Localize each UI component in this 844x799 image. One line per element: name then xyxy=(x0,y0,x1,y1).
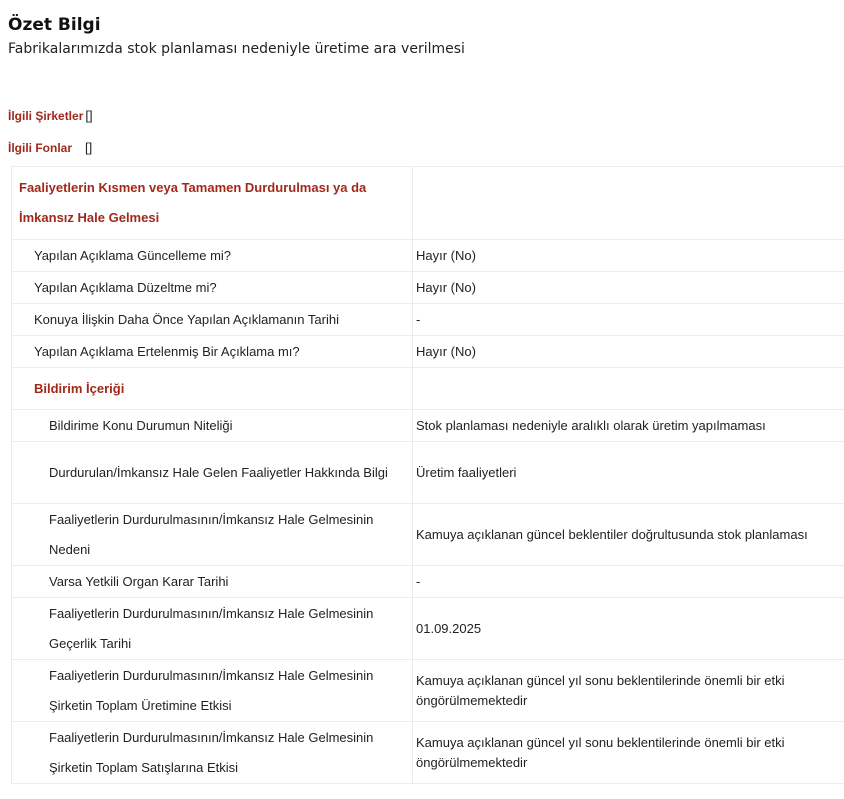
summary-title: Özet Bilgi xyxy=(8,15,101,35)
related-funds-label: İlgili Fonlar xyxy=(8,141,73,155)
row-label: Faaliyetlerin Durdurulmasının/İmkansız Hale Gelmesinin Şirketin Toplam Üretimine Etkisi xyxy=(12,660,413,722)
subsection-header-row xyxy=(12,368,844,410)
table-row xyxy=(12,442,844,504)
related-companies xyxy=(8,108,93,123)
section-title: Faaliyetlerin Kısmen veya Tamamen Durdurulması ya da İmkansız Hale Gelmesi xyxy=(12,167,413,240)
row-value: - xyxy=(413,304,844,336)
row-label: Durdurulan/İmkansız Hale Gelen Faaliyetler Hakkında Bilgi xyxy=(12,442,413,504)
row-value: Hayır (No) xyxy=(413,240,844,272)
row-label: Varsa Yetkili Organ Karar Tarihi xyxy=(12,566,413,598)
table-row xyxy=(12,272,844,304)
row-value: Üretim faaliyetleri xyxy=(413,442,844,504)
row-label: Yapılan Açıklama Güncelleme mi? xyxy=(12,240,413,272)
table-row xyxy=(12,304,844,336)
section-header-row xyxy=(12,167,844,240)
table-row xyxy=(12,660,844,722)
disclosure-table xyxy=(11,166,844,784)
table-row xyxy=(12,410,844,442)
row-value: - xyxy=(413,566,844,598)
table-row xyxy=(12,598,844,660)
subsection-title: Bildirim İçeriği xyxy=(12,368,413,410)
related-companies-label: İlgili Şirketler xyxy=(8,109,84,123)
table-row xyxy=(12,504,844,566)
table-row xyxy=(12,240,844,272)
row-value: Kamuya açıklanan güncel yıl sonu beklentilerinde önemli bir etki öngörülmemektedir xyxy=(413,660,844,722)
summary-text: Fabrikalarımızda stok planlaması nedeniyle üretime ara verilmesi xyxy=(8,41,465,57)
related-funds xyxy=(8,140,92,155)
row-value: 01.09.2025 xyxy=(413,598,844,660)
row-value: Stok planlaması nedeniyle aralıklı olarak üretim yapılmaması xyxy=(413,410,844,442)
table-row xyxy=(12,336,844,368)
related-funds-value: [] xyxy=(85,140,93,155)
row-label: Bildirime Konu Durumun Niteliği xyxy=(12,410,413,442)
related-companies-value: [] xyxy=(85,108,93,123)
row-label: Faaliyetlerin Durdurulmasının/İmkansız Hale Gelmesinin Geçerlik Tarihi xyxy=(12,598,413,660)
table-row xyxy=(12,722,844,784)
row-label: Konuya İlişkin Daha Önce Yapılan Açıklamanın Tarihi xyxy=(12,304,413,336)
row-label: Faaliyetlerin Durdurulmasının/İmkansız Hale Gelmesinin Nedeni xyxy=(12,504,413,566)
row-value: Hayır (No) xyxy=(413,336,844,368)
row-value: Hayır (No) xyxy=(413,272,844,304)
row-label: Yapılan Açıklama Düzeltme mi? xyxy=(12,272,413,304)
row-label: Faaliyetlerin Durdurulmasının/İmkansız Hale Gelmesinin Şirketin Toplam Satışlarına Etkisi xyxy=(12,722,413,784)
row-value: Kamuya açıklanan güncel beklentiler doğrultusunda stok planlaması xyxy=(413,504,844,566)
row-value: Kamuya açıklanan güncel yıl sonu beklentilerinde önemli bir etki öngörülmemektedir xyxy=(413,722,844,784)
row-label: Yapılan Açıklama Ertelenmiş Bir Açıklama mı? xyxy=(12,336,413,368)
table-row xyxy=(12,566,844,598)
